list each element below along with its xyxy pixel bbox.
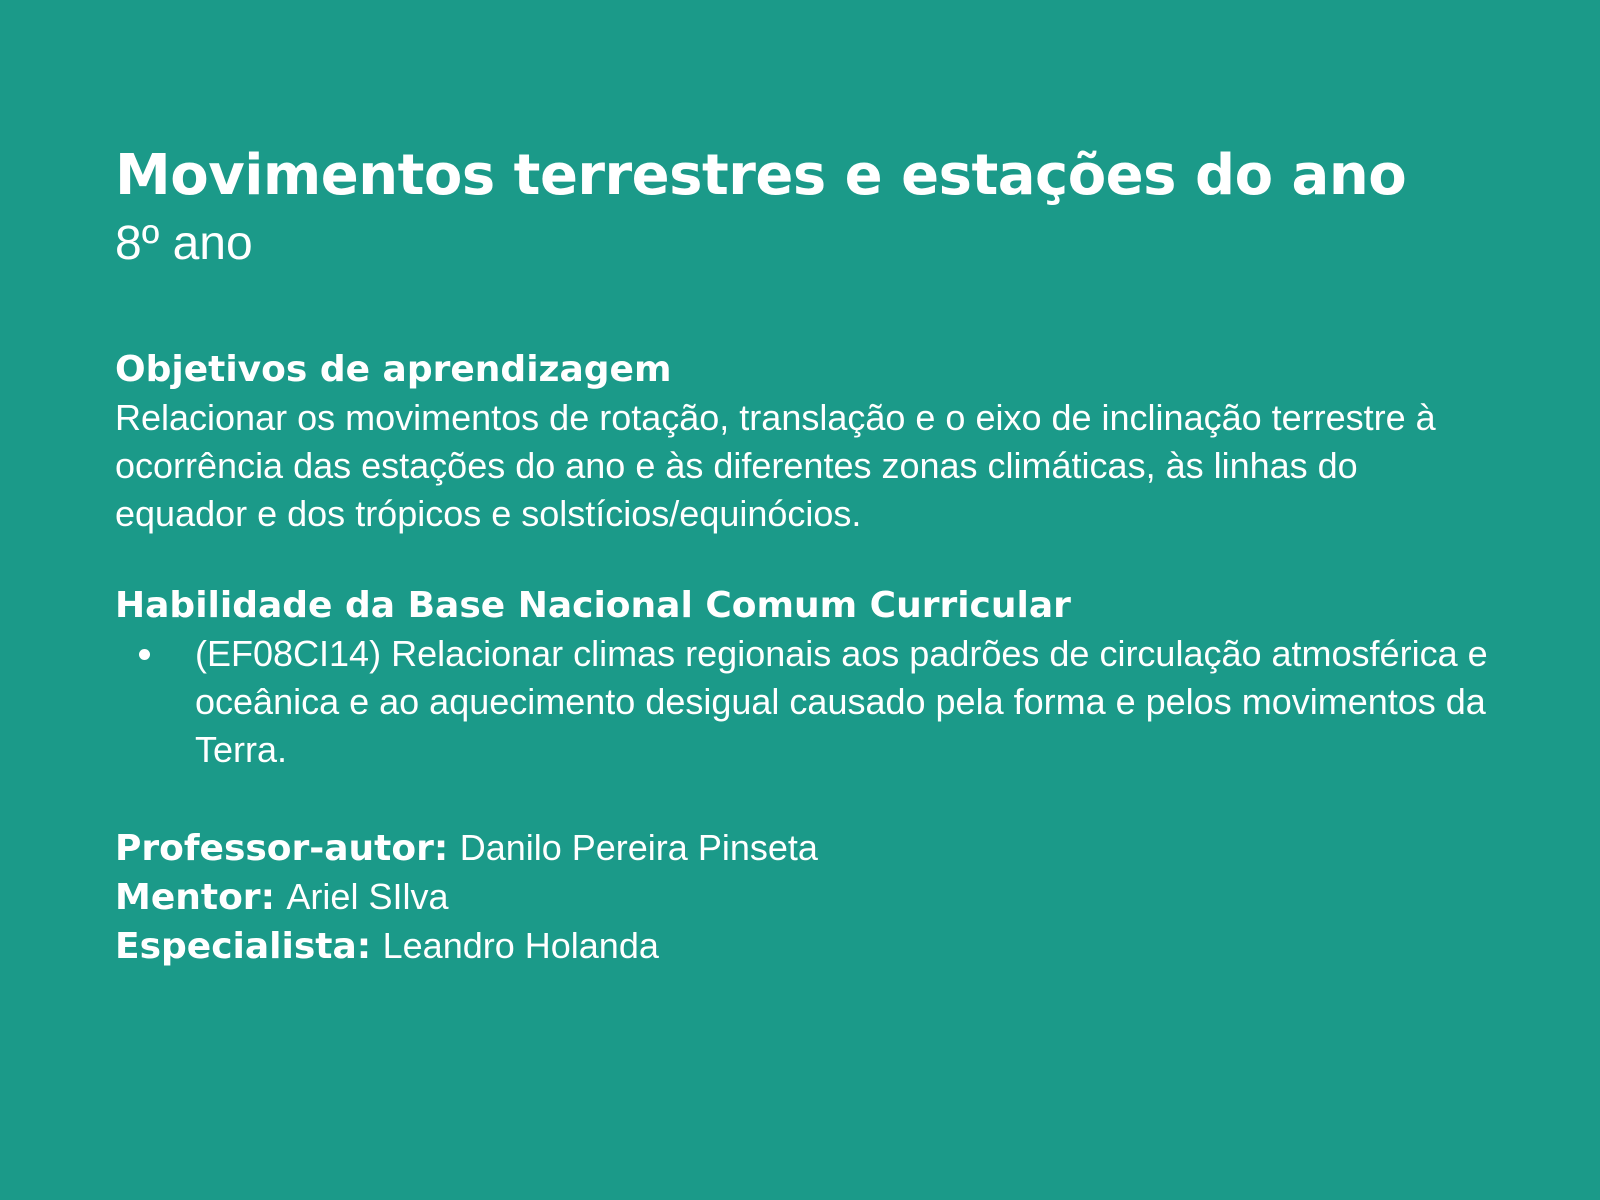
objectives-text: Relacionar os movimentos de rotação, translação e o eixo de inclinação terrestre à ocorrência das estações do ano e às diferentes zonas climáticas, às linhas do equador e dos trópicos e solstícios/equinócios. <box>115 397 1436 534</box>
objectives-section <box>115 346 1515 538</box>
skills-section <box>115 582 1515 774</box>
credit-mentor-label: Mentor: <box>115 877 275 918</box>
objectives-heading: Objetivos de aprendizagem <box>115 349 672 390</box>
credit-specialist <box>115 922 1515 971</box>
skills-heading: Habilidade da Base Nacional Comum Curricular <box>115 585 1071 626</box>
slide-content <box>115 140 1515 971</box>
slide-title: Movimentos terrestres e estações do ano <box>115 143 1407 208</box>
skills-list-item <box>115 630 1495 774</box>
credit-author <box>115 824 1515 873</box>
credit-specialist-label: Especialista: <box>115 926 372 967</box>
bullet-icon <box>139 649 150 660</box>
credit-specialist-name: Leandro Holanda <box>382 925 659 966</box>
skills-list <box>115 630 1515 774</box>
credit-mentor <box>115 873 1515 922</box>
credit-author-name: Danilo Pereira Pinseta <box>459 827 818 868</box>
credits <box>115 824 1515 971</box>
credit-author-label: Professor-autor: <box>115 828 449 869</box>
slide-subtitle: 8º ano <box>115 217 253 270</box>
skills-list-item-text: (EF08CI14) Relacionar climas regionais aos padrões de circulação atmosférica e oceânica e ao aquecimento desigual causado pela forma e pelos movimentos da Terra. <box>195 633 1488 770</box>
credit-mentor-name: Ariel SIlva <box>286 876 449 917</box>
